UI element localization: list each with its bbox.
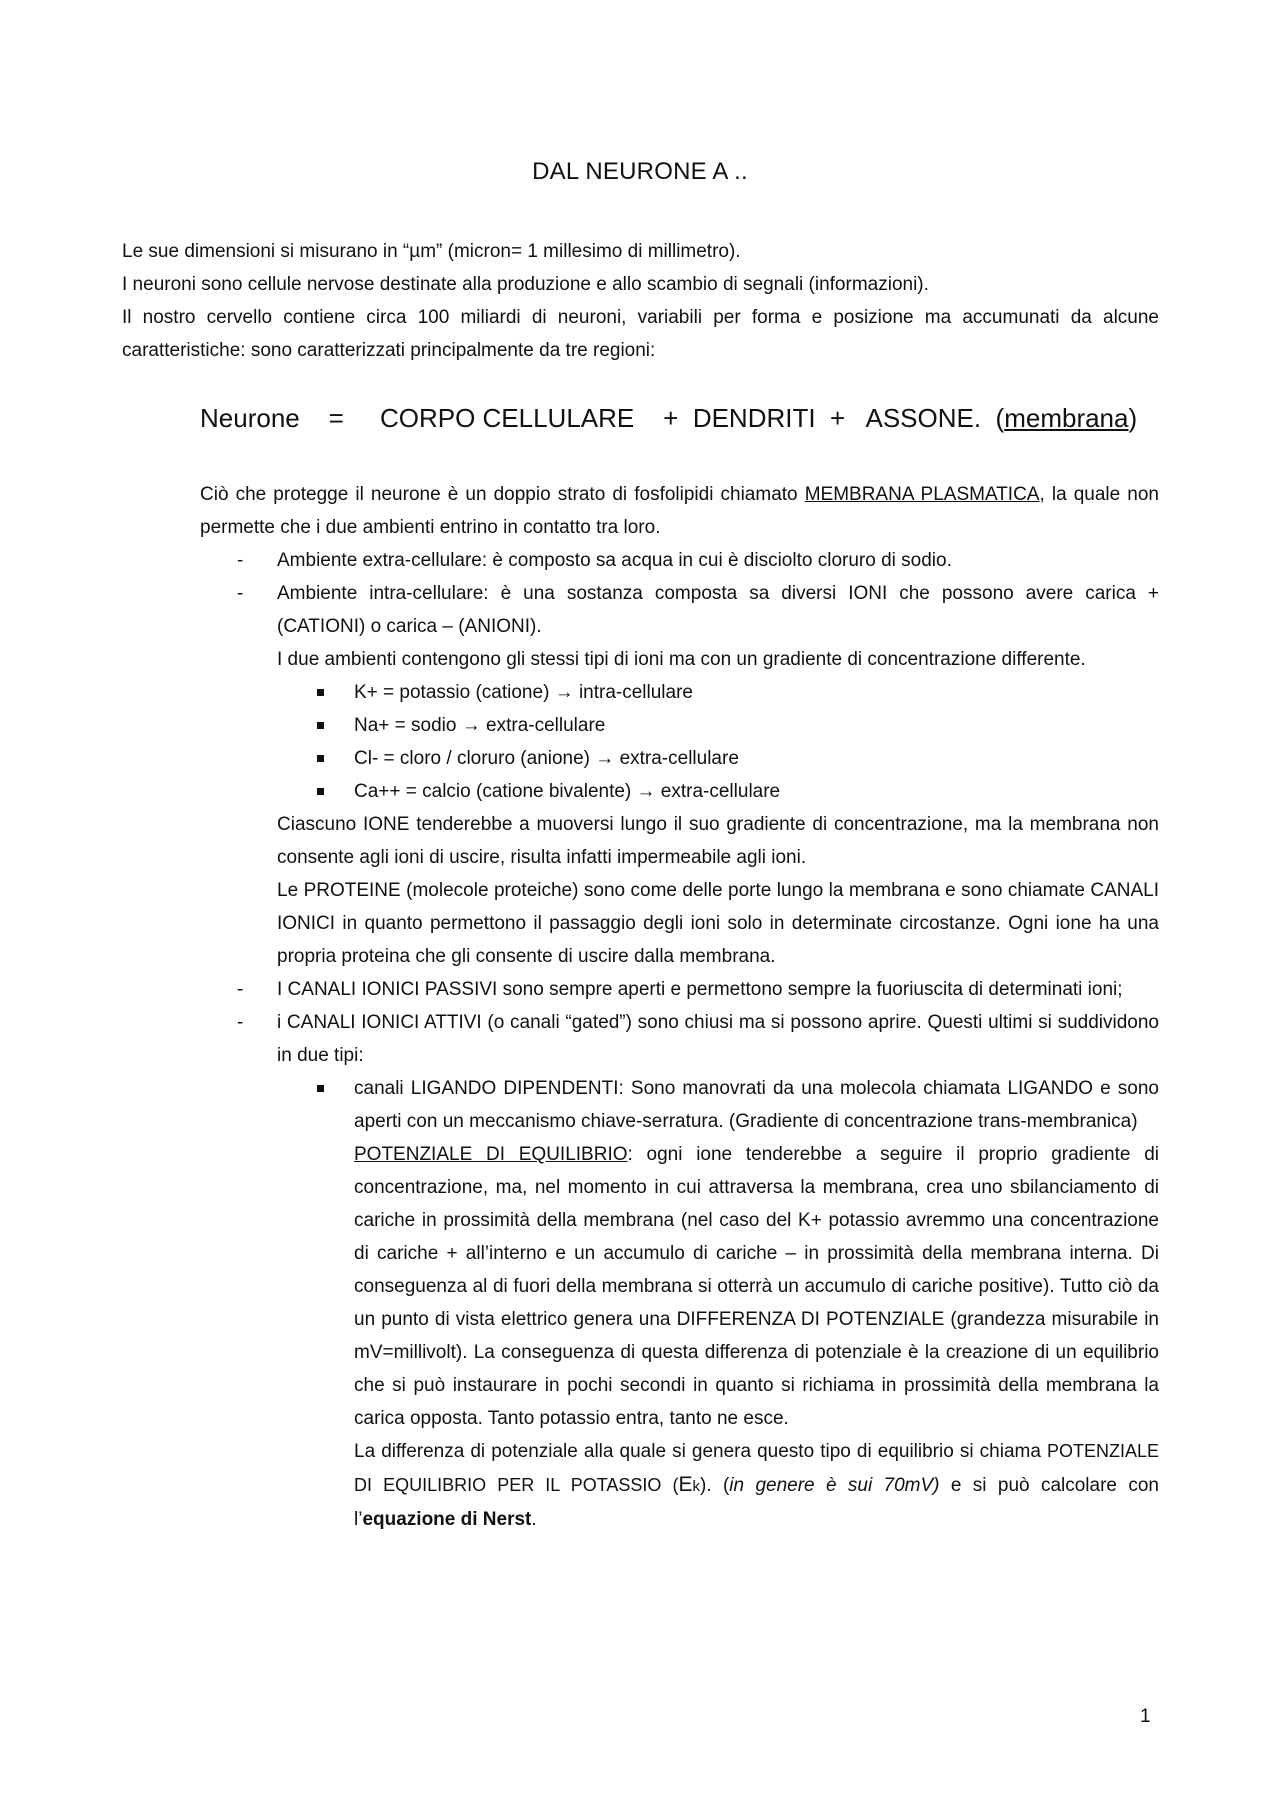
active-channels-text: i CANALI IONICI ATTIVI (o canali “gated”) sono chiusi ma si possono aprire. Questi ultimi si suddividono in due tipi: — [277, 1012, 1159, 1066]
ion-item-potassium — [200, 676, 1159, 709]
passive-channels-text: I CANALI IONICI PASSIVI sono sempre aperti e permettono sempre la fuoriuscita di determinati ioni; — [277, 979, 1123, 1000]
ek-symbol-k: k — [692, 1478, 700, 1495]
intro-paragraph-3: Il nostro cervello contiene circa 100 miliardi di neuroni, variabili per forma e posizione ma accumunati da alcune caratteristiche: sono caratterizzati principalmente da tre regioni: — [122, 307, 1159, 361]
membrane-text-after: , la quale non permette che i due ambienti entrino in contatto tra loro. — [200, 484, 1159, 538]
list-item-env-extra — [200, 544, 1159, 577]
ion-text: Cl- = cloro / cloruro (anione) → extra-cellulare — [354, 748, 739, 769]
dash-bullet: - — [237, 550, 244, 571]
final-text-line1: La differenza di potenziale alla quale si genera questo tipo di equilibrio si chiama — [354, 1441, 1041, 1462]
formula-membrane: membrana — [1004, 403, 1129, 433]
neuron-formula — [200, 403, 1137, 434]
list-item-active-channels — [200, 1006, 1159, 1072]
formula-part-dendrites: DENDRITI — [692, 403, 816, 433]
env-intra-text: Ambiente intra-cellulare: è una sostanza composta sa diversi IONI che possono avere carica + (CATIONI) o carica – (ANIONI). — [277, 583, 1159, 637]
ion-text: Ca++ = calcio (catione bivalente) → extra-cellulare — [354, 781, 781, 802]
membrane-paragraph — [200, 478, 1159, 544]
formula-part-cell-body: CORPO CELLULARE — [379, 403, 635, 433]
formula-plus-2: + — [830, 403, 846, 433]
equilibrium-section — [200, 1138, 1159, 1536]
ligand-channels-item — [200, 1072, 1159, 1138]
final-paragraph — [354, 1435, 1159, 1536]
ligand-text: canali LIGANDO DIPENDENTI: Sono manovrati da una molecola chiamata LIGANDO e sono aperti con un meccanismo chiave-serratura. (Gradiente di concentrazione trans-membranica) — [354, 1078, 1159, 1132]
ion-text: K+ = potassio (catione) → intra-cellulare — [354, 682, 693, 703]
ek-symbol-e: E — [678, 1473, 693, 1496]
square-bullet-icon — [317, 689, 324, 696]
ion-item-chloride — [200, 742, 1159, 775]
final-italic-note: in genere è sui 70mV) — [729, 1475, 940, 1496]
final-mid: e si può calcolare con l’ — [354, 1475, 1159, 1530]
square-bullet-icon — [317, 722, 324, 729]
dash-bullet: - — [237, 583, 244, 604]
page-number: 1 — [1140, 1706, 1151, 1727]
final-close: ). ( — [700, 1475, 730, 1496]
equilibrium-paragraph — [354, 1138, 1159, 1435]
main-body — [200, 478, 1159, 1536]
formula-plus-1: + — [663, 403, 679, 433]
intro-section — [122, 235, 1159, 367]
membrane-text-before: Ciò che protegge il neurone è un doppio strato di fosfolipidi chiamato — [200, 484, 805, 505]
membrane-plasmatica-term: MEMBRANA PLASMATICA — [804, 484, 1040, 505]
dash-bullet: - — [237, 979, 244, 1000]
final-caps-text: POTENZIALE DI EQUILIBRIO PER IL POTASSIO ( — [354, 1441, 1160, 1495]
list-item-env-intra — [200, 577, 1159, 643]
formula-part-axon: ASSONE. — [865, 403, 982, 433]
ion-item-sodium — [200, 709, 1159, 742]
square-bullet-icon — [317, 1085, 324, 1092]
proteins-paragraph: Le PROTEINE (molecole proteiche) sono come delle porte lungo la membrana e sono chiamate CANALI IONICI in quanto permettono il passaggio degli ioni solo in determinate circostanze. Ogni ione ha una propria proteina che gli consente di uscire dalla membrana. — [277, 880, 1159, 967]
ion-item-calcium — [200, 775, 1159, 808]
formula-paren-close: ) — [1128, 403, 1138, 433]
gradient-paragraph: I due ambienti contengono gli stessi tipi di ioni ma con un gradiente di concentrazione differente. — [277, 649, 1086, 670]
env-intra-details — [200, 643, 1159, 676]
formula-paren-open: ( — [995, 403, 1005, 433]
ion-move-paragraph: Ciascuno IONE tenderebbe a muoversi lungo il suo gradiente di concentrazione, ma la membrana non consente agli ioni di uscire, risulta infatti impermeabile agli ioni. — [277, 814, 1159, 868]
nerst-equation-term: equazione di Nerst — [362, 1509, 532, 1530]
ion-explanations — [200, 808, 1159, 973]
intro-paragraph-1: Le sue dimensioni si misurano in “µm” (micron= 1 millesimo di millimetro). — [122, 241, 741, 262]
formula-lhs: Neurone — [200, 403, 300, 433]
list-item-passive-channels — [200, 973, 1159, 1006]
equilibrium-text: : ogni ione tenderebbe a seguire il proprio gradiente di concentrazione, ma, nel momento in cui attraversa la membrana, crea uno sbilanciamento di cariche in prossimità della membrana (nel caso del K+ potassio avremmo una concentrazione di cariche + all’interno e un accumulo di cariche – in prossimità della membrana interna. Di conseguenza al di fuori della membrana si otterrà un accumulo di cariche positive). Tutto ciò da un punto di vista elettrico genera una DIFFERENZA DI POTENZIALE (grandezza misurabile in mV=millivolt). La conseguenza di questa differenza di potenziale è la creazione di un equilibrio che si può instaurare in pochi secondi in quanto si richiama in prossimità della membrana la carica opposta. Tanto potassio entra, tanto ne esce. — [354, 1144, 1159, 1429]
square-bullet-icon — [317, 788, 324, 795]
intro-paragraph-2: I neuroni sono cellule nervose destinate alla produzione e allo scambio di segnali (informazioni). — [122, 274, 929, 295]
equilibrium-heading: POTENZIALE DI EQUILIBRIO — [354, 1144, 628, 1165]
page-title: DAL NEURONE A .. — [532, 158, 748, 185]
formula-equals: = — [328, 403, 344, 433]
final-end: . — [531, 1509, 537, 1530]
env-extra-text: Ambiente extra-cellulare: è composto sa acqua in cui è disciolto cloruro di sodio. — [277, 550, 952, 571]
ion-text: Na+ = sodio → extra-cellulare — [354, 715, 606, 736]
dash-bullet: - — [237, 1012, 244, 1033]
square-bullet-icon — [317, 755, 324, 762]
